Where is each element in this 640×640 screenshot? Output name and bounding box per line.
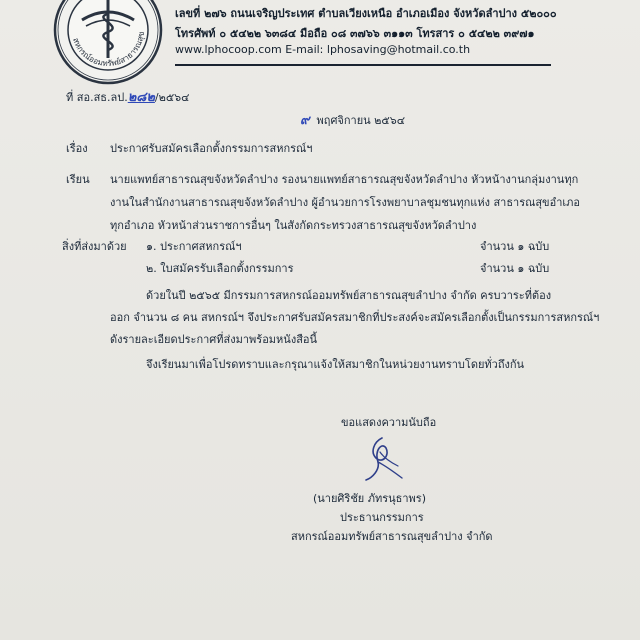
recipient-line: นายแพทย์สาธารณสุขจังหวัดลำปาง รองนายแพทย์สาธารณสุขจังหวัดลำปาง หัวหน้างานกลุ่มงานทุก bbox=[110, 173, 579, 186]
document-number-year: /๒๕๖๔ bbox=[154, 91, 190, 104]
letterhead-phone: โทรศัพท์ ๐ ๕๔๒๒ ๖๓๘๔ มือถือ ๐๘ ๓๗๖๖ ๓๑๑๓ โทรสาร ๐ ๕๔๒๒ ๓๙๗๑ bbox=[175, 27, 535, 40]
enclosures-label: สิ่งที่ส่งมาด้วย bbox=[62, 240, 127, 253]
letterhead-divider bbox=[175, 64, 551, 66]
date-month-year: พฤศจิกายน ๒๕๖๔ bbox=[316, 114, 406, 127]
enclosure-item: ๒. ใบสมัครรับเลือกตั้งกรรมการ bbox=[146, 262, 294, 275]
signer-position: ประธานกรรมการ bbox=[340, 511, 424, 524]
document-number-prefix: ที่ สอ.สธ.ลป. bbox=[66, 91, 128, 104]
document-date bbox=[300, 109, 405, 130]
organization-seal-logo bbox=[52, 0, 164, 86]
enclosure-quantity: จำนวน ๑ ฉบับ bbox=[480, 240, 550, 253]
letterhead-address: เลขที่ ๒๗๖ ถนนเจริญประเทศ ตำบลเวียงเหนือ อำเภอเมือง จังหวัดลำปาง ๕๒๐๐๐ bbox=[175, 7, 557, 20]
handwritten-signature bbox=[360, 432, 406, 484]
body-paragraph-line: ด้วยในปี ๒๕๖๕ มีกรรมการสหกรณ์ออมทรัพย์สาธารณสุขลำปาง จำกัด ครบวาระที่ต้อง bbox=[146, 289, 552, 302]
date-day-handwritten: ๙ bbox=[300, 113, 310, 128]
subject-label: เรื่อง bbox=[66, 142, 88, 155]
document-number-handwritten: ๒๘๒ bbox=[127, 90, 155, 105]
recipient-label: เรียน bbox=[66, 173, 90, 186]
enclosure-item: ๑. ประกาศสหกรณ์ฯ bbox=[146, 240, 242, 253]
letterhead-web-email: www.lphocoop.com E-mail: lphosaving@hotmail.co.th bbox=[175, 43, 471, 56]
body-paragraph-line: ดังรายละเอียดประกาศที่ส่งมาพร้อมหนังสือนี้ bbox=[110, 333, 318, 346]
recipient-line: ทุกอำเภอ หัวหน้าส่วนราชการอื่นๆ ในสังกัดกระทรวงสาธารณสุขจังหวัดลำปาง bbox=[110, 219, 477, 232]
subject-text: ประกาศรับสมัครเลือกตั้งกรรมการสหกรณ์ฯ bbox=[110, 142, 313, 155]
signer-organization: สหกรณ์ออมทรัพย์สาธารณสุขลำปาง จำกัด bbox=[291, 530, 493, 543]
seal-arc-text: สหกรณ์ออมทรัพย์สาธารณสุข bbox=[71, 30, 147, 69]
recipient-line: งานในสำนักงานสาธารณสุขจังหวัดลำปาง ผู้อำนวยการโรงพยาบาลชุมชนทุกแห่ง สาธารณสุขอำเภอ bbox=[110, 196, 580, 209]
closing-sentence: จึงเรียนมาเพื่อโปรดทราบและกรุณาแจ้งให้สมาชิกในหน่วยงานทราบโดยทั่วถึงกัน bbox=[146, 358, 525, 371]
signer-name: (นายศิริชัย ภัทรนุธาพร) bbox=[313, 492, 427, 505]
body-paragraph-line: ออก จำนวน ๘ คน สหกรณ์ฯ จึงประกาศรับสมัครสมาชิกที่ประสงค์จะสมัครเลือกตั้งเป็นกรรมการสหกรณ์ฯ bbox=[110, 311, 600, 324]
document-number bbox=[66, 86, 189, 107]
enclosure-quantity: จำนวน ๑ ฉบับ bbox=[480, 262, 550, 275]
salutation: ขอแสดงความนับถือ bbox=[341, 416, 437, 429]
